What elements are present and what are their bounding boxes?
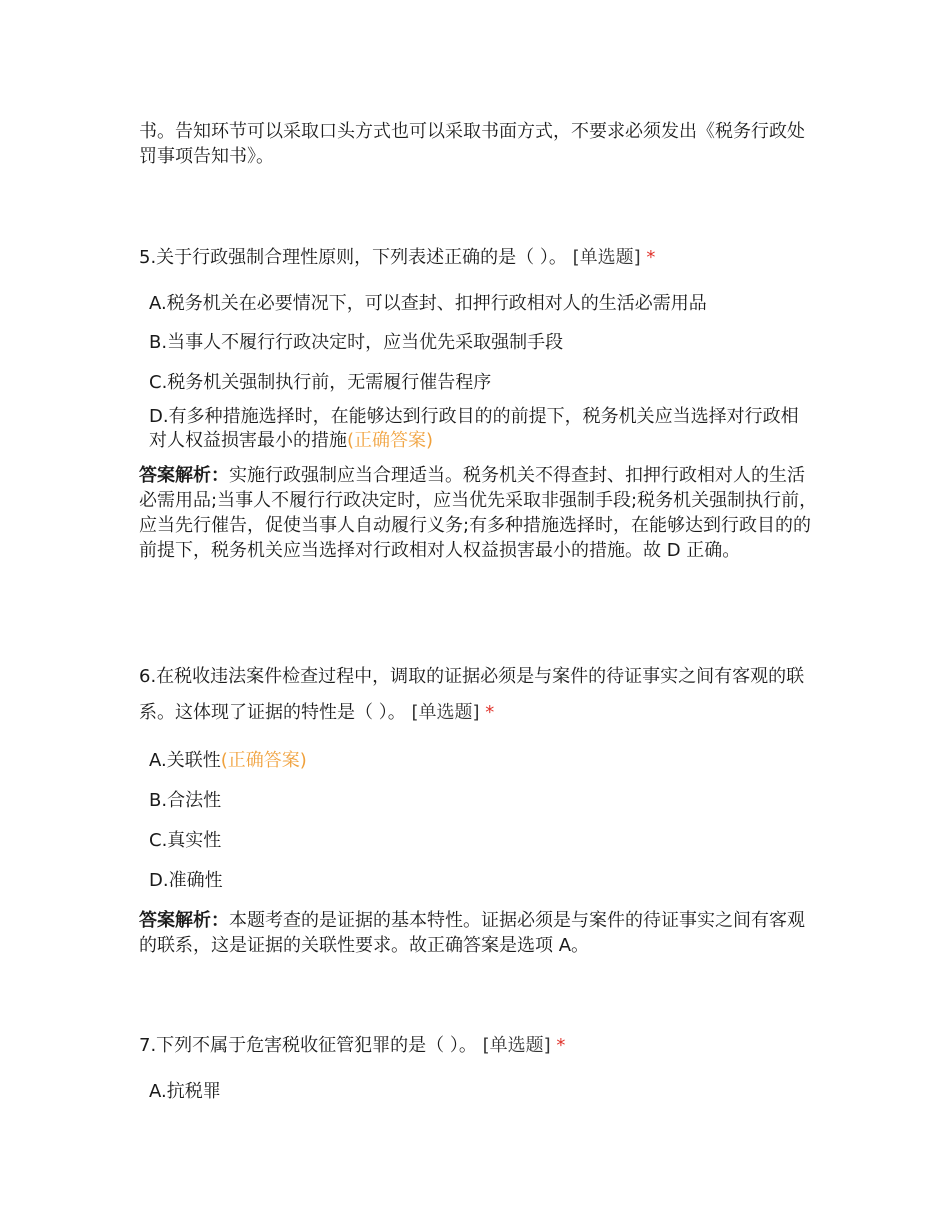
question-5-option-a[interactable]: A.税务机关在必要情况下，可以查封、扣押行政相对人的生活必需用品 — [149, 293, 707, 314]
analysis-label: 答案解析： — [139, 465, 229, 486]
required-mark: * — [485, 702, 495, 723]
question-type-tag: [单选题] — [482, 1035, 551, 1056]
question-7-title: 7.下列不属于危害税收征管犯罪的是（ ）。 [单选题] * — [139, 1035, 566, 1056]
question-6-option-c[interactable]: C.真实性 — [149, 830, 222, 851]
required-mark: * — [646, 247, 656, 268]
question-5-analysis — [139, 463, 819, 563]
required-mark: * — [556, 1035, 566, 1056]
question-type-tag: [单选题] — [411, 702, 480, 723]
question-5-option-b[interactable]: B.当事人不履行行政决定时，应当优先采取强制手段 — [149, 332, 564, 353]
question-6-option-a[interactable]: A.关联性(正确答案) — [149, 750, 307, 771]
intro-paragraph: 书。告知环节可以采取口头方式也可以采取书面方式，不要求必须发出《税务行政处罚事项告知书》。 — [139, 121, 805, 167]
correct-answer-note: (正确答案) — [220, 750, 307, 771]
question-6-option-b[interactable]: B.合法性 — [149, 790, 222, 811]
question-6-option-d[interactable]: D.准确性 — [149, 870, 223, 891]
question-6-analysis — [139, 908, 819, 958]
question-5-option-d[interactable]: D.有多种措施选择时，在能够达到行政目的的前提下，税务机关应当选择对行政相对人权益损害最小的措施(正确答案) — [149, 406, 799, 451]
analysis-label: 答案解析： — [139, 910, 229, 931]
analysis-text: 本题考查的是证据的基本特性。证据必须是与案件的待证事实之间有客观的联系，这是证据的关联性要求。故正确答案是选项 A。 — [139, 910, 805, 956]
question-7-option-a[interactable]: A.抗税罪 — [149, 1081, 221, 1102]
question-6-title: 6.在税收违法案件检查过程中，调取的证据必须是与案件的待证事实之间有客观的联系。这体现了证据的特性是（ ）。 [单选题] * — [139, 666, 805, 723]
question-type-tag: [单选题] — [572, 247, 641, 268]
correct-answer-note: (正确答案) — [347, 430, 434, 451]
question-5-title: 5.关于行政强制合理性原则，下列表述正确的是（ ）。 [单选题] * — [139, 247, 656, 268]
question-5-option-c[interactable]: C.税务机关强制执行前，无需履行催告程序 — [149, 372, 492, 393]
analysis-text: 实施行政强制应当合理适当。税务机关不得查封、扣押行政相对人的生活必需用品;当事人不履行行政决定时，应当优先采取非强制手段;税务机关强制执行前，应当先行催告，促使当事人自动履行义务;有多种措施选择时，在能够达到行政目的的前提下，税务机关应当选择对行政相对人权益损害最小的措施。故 D 正确。 — [139, 465, 818, 561]
